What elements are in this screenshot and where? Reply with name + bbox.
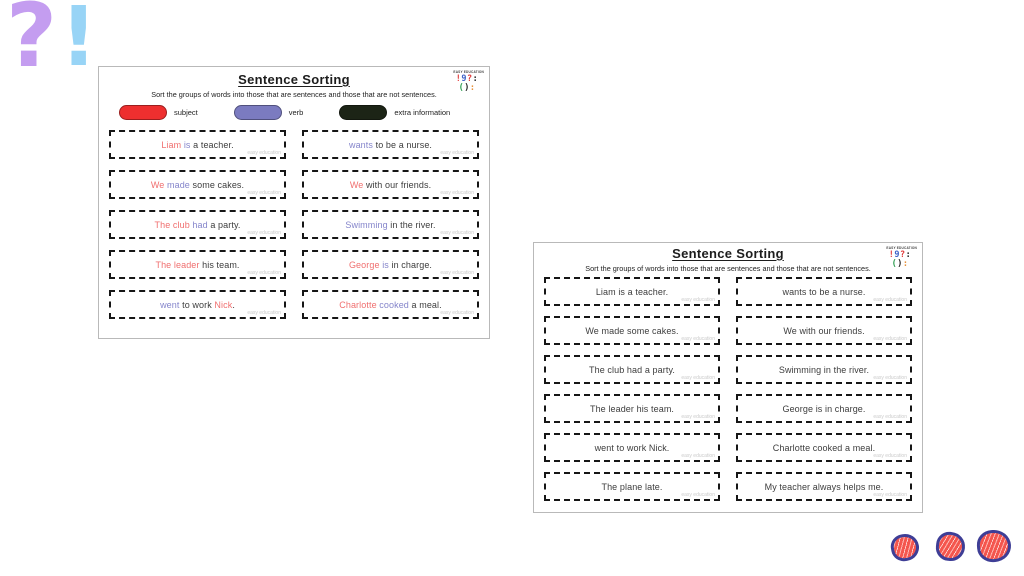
sentence-box[interactable]: [544, 316, 720, 345]
sentence-text: We made some cakes.: [150, 179, 245, 190]
logo-glyph: 9: [894, 250, 900, 260]
watermark: easy education: [681, 297, 715, 303]
watermark: easy education: [440, 150, 474, 156]
legend-label: verb: [288, 108, 304, 117]
watermark: easy education: [681, 336, 715, 342]
sentence-box[interactable]: [109, 130, 286, 159]
sentence-text: The club had a party.: [154, 219, 241, 230]
logo-glyph: :: [469, 82, 476, 93]
watermark: easy education: [440, 190, 474, 196]
worksheet-colored[interactable]: [98, 66, 490, 339]
legend: [119, 105, 489, 120]
sentence-box[interactable]: [109, 250, 286, 279]
watermark: easy education: [440, 310, 474, 316]
sentence-box[interactable]: [109, 290, 286, 319]
sentence-text: went to work Nick.: [160, 299, 235, 310]
sentence-text: Charlotte cooked a meal.: [772, 442, 876, 453]
watermark: easy education: [873, 492, 907, 498]
sentence-box[interactable]: [302, 170, 479, 199]
logo-glyph: ?: [900, 250, 906, 260]
legend-item: [119, 105, 198, 120]
legend-label: extra information: [394, 108, 451, 117]
logo-text: EASY EDUCATION: [886, 246, 917, 250]
logo-glyph: !: [888, 250, 895, 260]
watermark: easy education: [440, 270, 474, 276]
legend-pill-subject: [119, 105, 167, 120]
logo-glyph: (: [891, 258, 898, 269]
sentence-text: wants to be a nurse.: [782, 286, 866, 297]
sentence-grid: [109, 130, 479, 319]
watermark: easy education: [873, 453, 907, 459]
worksheet-instruction: Sort the groups of words into those that are sentences and those that are not sentences.: [151, 90, 437, 99]
sentence-box[interactable]: [302, 290, 479, 319]
legend-label: subject: [174, 108, 198, 117]
sentence-text: Swimming in the river.: [345, 219, 436, 230]
logo-glyphs-icon: [883, 251, 917, 268]
watermark: easy education: [247, 150, 281, 156]
legend-item: [234, 105, 304, 120]
exclamation-mark-sticker[interactable]: !: [60, 0, 98, 85]
watermark: easy education: [681, 453, 715, 459]
sentence-text: Swimming in the river.: [778, 364, 870, 375]
logo-glyph: :: [902, 258, 909, 269]
legend-pill-verb: [234, 105, 282, 120]
logo-glyph: 9: [461, 74, 467, 84]
sentence-text: We with our friends.: [783, 325, 865, 336]
scribble-circle-stamp[interactable]: [935, 531, 967, 563]
sentence-text: Charlotte cooked a meal.: [339, 299, 442, 310]
logo-glyph: :: [905, 250, 912, 260]
logo-glyph: ?: [467, 74, 473, 84]
watermark: easy education: [873, 336, 907, 342]
sentence-text: The leader his team.: [155, 259, 240, 270]
easy-education-logo: [450, 70, 484, 92]
sentence-text: The plane late.: [601, 481, 663, 492]
logo-glyph: (: [458, 82, 465, 93]
logo-glyphs-icon: [450, 75, 484, 92]
watermark: easy education: [247, 310, 281, 316]
sentence-box[interactable]: [302, 250, 479, 279]
logo-text: EASY EDUCATION: [453, 70, 484, 74]
sentence-box[interactable]: [109, 210, 286, 239]
sentence-text: We made some cakes.: [585, 325, 679, 336]
sentence-box[interactable]: [109, 170, 286, 199]
worksheet-title: Sentence Sorting: [238, 72, 350, 87]
scribble-circle-stamp[interactable]: [976, 529, 1012, 563]
sentence-box[interactable]: [736, 472, 912, 501]
sentence-box[interactable]: [544, 277, 720, 306]
watermark: easy education: [873, 297, 907, 303]
legend-item: [339, 105, 450, 120]
question-mark-sticker[interactable]: ?: [6, 0, 58, 87]
logo-glyph: !: [455, 74, 462, 84]
sentence-text: Liam is a teacher.: [595, 286, 669, 297]
sentence-text: Liam is a teacher.: [161, 139, 234, 150]
sentence-text: George is in charge.: [782, 403, 866, 414]
sentence-text: went to work Nick.: [594, 442, 670, 453]
sentence-box[interactable]: [302, 130, 479, 159]
sentence-text: George is in charge.: [348, 259, 433, 270]
watermark: easy education: [247, 230, 281, 236]
logo-glyph: ): [897, 258, 903, 269]
worksheet-instruction: Sort the groups of words into those that are sentences and those that are not sentences.: [585, 264, 871, 273]
sentence-text: wants to be a nurse.: [348, 139, 433, 150]
worksheet-title: Sentence Sorting: [672, 246, 784, 261]
sentence-text: We with our friends.: [349, 179, 432, 190]
sentence-grid: [544, 277, 912, 501]
watermark: easy education: [873, 414, 907, 420]
sentence-box[interactable]: [544, 472, 720, 501]
sentence-text: The club had a party.: [589, 364, 675, 375]
sentence-box[interactable]: [736, 355, 912, 384]
watermark: easy education: [440, 230, 474, 236]
watermark: easy education: [247, 190, 281, 196]
sentence-box[interactable]: [736, 316, 912, 345]
sentence-text: My teacher always helps me.: [764, 481, 884, 492]
watermark: easy education: [247, 270, 281, 276]
sentence-text: The leader his team.: [589, 403, 675, 414]
legend-pill-extra-information: [339, 105, 387, 120]
watermark: easy education: [681, 375, 715, 381]
worksheet-plain[interactable]: [533, 242, 923, 513]
watermark: easy education: [873, 375, 907, 381]
sentence-box[interactable]: [544, 394, 720, 423]
easy-education-logo: [883, 246, 917, 268]
scribble-circle-stamp[interactable]: [889, 532, 921, 563]
sentence-box[interactable]: [302, 210, 479, 239]
watermark: easy education: [681, 492, 715, 498]
sentence-box[interactable]: [736, 433, 912, 462]
sentence-box[interactable]: [736, 277, 912, 306]
sentence-box[interactable]: [544, 433, 720, 462]
sentence-box[interactable]: [544, 355, 720, 384]
logo-glyph: :: [472, 74, 479, 84]
logo-glyph: ): [464, 82, 470, 93]
watermark: easy education: [681, 414, 715, 420]
sentence-box[interactable]: [736, 394, 912, 423]
